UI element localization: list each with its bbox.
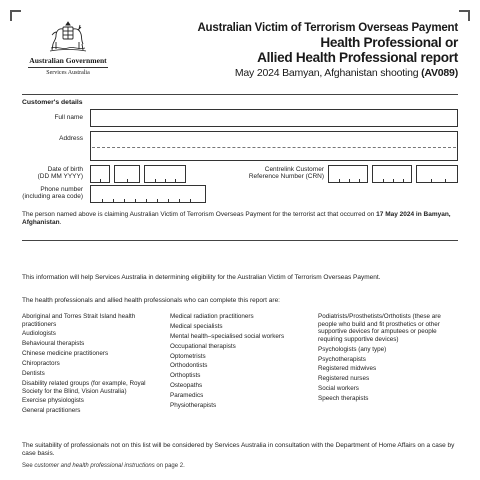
crn-label-line-1: Centrelink Customer	[264, 166, 324, 173]
professionals-column-2	[170, 313, 300, 412]
claim-date: 17 May 2024 in	[376, 211, 422, 218]
phone-label-line-2: (including area code)	[22, 193, 83, 201]
claim-location: Bamyan, Afghanistan	[22, 211, 451, 226]
dob-day-field[interactable]	[90, 165, 110, 183]
crn-label	[249, 166, 324, 181]
section-divider	[22, 240, 458, 241]
address-line-separator	[92, 147, 456, 148]
claim-statement	[22, 211, 452, 227]
government-name: Australian Government	[29, 56, 107, 65]
phone-label-line-1: Phone number	[40, 186, 83, 193]
list-item: Dentists	[22, 370, 45, 378]
list-item: Aboriginal and Torres Strait Island health practitioners	[22, 313, 136, 328]
crn-label-line-2: Reference Number (CRN)	[248, 173, 324, 181]
form-title-line-3: Allied Health Professional report	[257, 50, 458, 65]
crop-mark-top-left	[10, 10, 21, 21]
form-title-block	[197, 22, 458, 80]
list-item: Disability related groups (for example, Royal Society for the Blind, Vision Australia)	[22, 379, 146, 395]
list-item: Chiropractors	[22, 360, 60, 368]
crop-mark-top-right	[459, 10, 470, 21]
section-heading-customer-details: Customer's details	[22, 99, 83, 106]
list-item: Orthodontists	[170, 362, 208, 370]
dob-label-line-2: (DD MM YYYY)	[37, 173, 83, 181]
dob-month-field[interactable]	[114, 165, 140, 183]
phone-number-field[interactable]	[90, 185, 206, 203]
eligibility-info-text: This information will help Services Australia in determining eligibility for the Australian Victim of Terrorism Overseas Payment.	[22, 274, 381, 281]
agency-name: Services Australia	[46, 70, 90, 76]
dob-label-line-1: Date of birth	[47, 166, 83, 173]
list-item: Registered nurses	[318, 375, 370, 383]
professionals-column-1	[22, 313, 150, 417]
list-item: Speech therapists	[318, 395, 369, 403]
list-item: Medical radiation practitioners	[170, 313, 254, 320]
logo-divider	[28, 67, 108, 68]
form-subtitle	[197, 66, 458, 80]
claim-statement-end: .	[59, 219, 62, 226]
list-item: Occupational therapists	[170, 342, 236, 350]
coat-of-arms-icon	[48, 20, 88, 53]
dob-year-field[interactable]	[144, 165, 186, 183]
instructions-prefix: See	[22, 463, 35, 469]
list-item: Physiotherapists	[170, 402, 217, 410]
crn-field-part-1[interactable]	[328, 165, 368, 183]
government-logo	[28, 20, 108, 76]
date-of-birth-label	[38, 166, 83, 181]
list-item: Social workers	[318, 385, 359, 393]
list-item: Exercise physiologists	[22, 397, 84, 405]
instructions-link[interactable]: customer and health professional instructions	[34, 463, 155, 469]
instructions-suffix: on page 2.	[154, 463, 185, 469]
form-code: (AV089)	[421, 67, 458, 79]
list-item: Behavioural therapists	[22, 340, 85, 348]
suitability-note: The suitability of professionals not on this list will be considered by Services Australia in consultation with the Department of Home Affairs on a case by case basis.	[22, 442, 455, 457]
list-item: Orthoptists	[170, 372, 201, 380]
form-subtitle-text: May 2024 Bamyan, Afghanistan shooting	[234, 67, 422, 79]
list-item: Podiatrists/Prosthetists/Orthotists (these are people who build and fit prosthetics or other supportive devices for amputees or people requiring supportive devices)	[318, 313, 441, 343]
list-item: Registered midwives	[318, 365, 377, 373]
address-field[interactable]	[90, 131, 458, 161]
list-item: Optometrists	[170, 352, 206, 360]
crn-field-part-3[interactable]	[416, 165, 458, 183]
form-title-line-2: Health Professional or	[320, 35, 458, 50]
list-item: Mental health–specialised social workers	[170, 332, 285, 340]
list-item: Paramedics	[170, 392, 204, 400]
claim-statement-text: The person named above is claiming Australian Victim of Terrorism Overseas Payment for the terrorist act that occurred on	[22, 211, 377, 218]
list-item: Psychotherapists	[318, 355, 366, 363]
address-label: Address	[59, 135, 83, 142]
list-item: Psychologists (any type)	[318, 345, 387, 353]
form-title-line-1: Australian Victim of Terrorism Overseas Payment	[197, 22, 458, 34]
phone-number-label	[22, 186, 83, 201]
crn-field-part-2[interactable]	[372, 165, 412, 183]
full-name-label: Full name	[54, 114, 83, 121]
professionals-list-intro: The health professionals and allied health professionals who can complete this report are:	[22, 297, 280, 304]
list-item: Chinese medicine practitioners	[22, 350, 109, 358]
list-item: Osteopaths	[170, 382, 203, 390]
list-item: Audiologists	[22, 330, 56, 338]
professionals-column-3	[318, 313, 458, 405]
full-name-field[interactable]	[90, 109, 458, 127]
list-item: General practitioners	[22, 407, 81, 415]
list-item: Medical specialists	[170, 322, 223, 330]
header-divider	[22, 94, 458, 95]
instructions-reference	[22, 463, 185, 469]
